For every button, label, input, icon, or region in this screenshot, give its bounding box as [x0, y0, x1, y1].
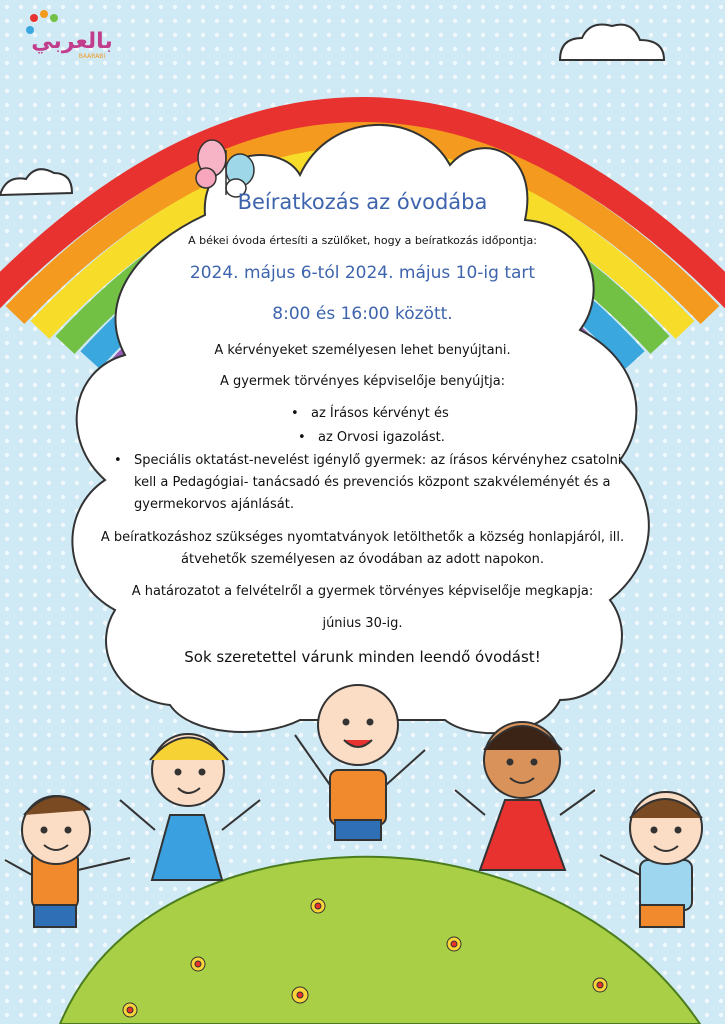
line-personal-submission: A kérvényeket személyesen lehet benyújtani. [214, 343, 511, 358]
line-legal-representative: A gyermek törvényes képviselője benyújtja: [219, 374, 506, 389]
decision-deadline: június 30-ig. [322, 616, 403, 631]
bullet-text: az Orvosi igazolást. [318, 430, 445, 445]
closing-message: Sok szeretettel várunk minden leendő óvodást! [184, 648, 541, 666]
logo-brand-text: بالعربي [31, 29, 113, 54]
bullet-dot-icon: • [298, 430, 306, 445]
bullet-text: az Írásos kérvényt és [311, 406, 449, 421]
decision-note: A határozatot a felvételről a gyermek törvényes képviselője megkapja: [131, 584, 594, 599]
enrollment-hours: 8:00 és 16:00 között. [272, 304, 453, 324]
bullet-special-needs [114, 450, 644, 516]
bullet-text: Speciális oktatást-nevelést igénylő gyermek: az írásos kérvényhez csatolni kell a Pedagógiai- tanácsadó és prevenciós központ szakvéleményét és a gyermekorvos ajánlását. [134, 453, 622, 512]
bullet-dot-icon: • [114, 453, 122, 468]
enrollment-dates: 2024. május 6-tól 2024. május 10-ig tart [189, 263, 536, 283]
logo-subtitle: BAARABI [78, 53, 106, 60]
poster-title: Beíratkozás az óvodába [237, 190, 488, 214]
bullet-dot-icon: • [291, 406, 299, 421]
bullet-written-request [291, 402, 449, 425]
bullet-medical-certificate [298, 426, 445, 449]
poster-intro: A békei óvoda értesíti a szülőket, hogy a beíratkozás időpontja: [188, 234, 537, 247]
forms-note: A beíratkozáshoz szükséges nyomtatványok letölthetők a község honlapjáról, ill. átvehetők személyesen az óvodában az adott napokon. [100, 530, 625, 567]
